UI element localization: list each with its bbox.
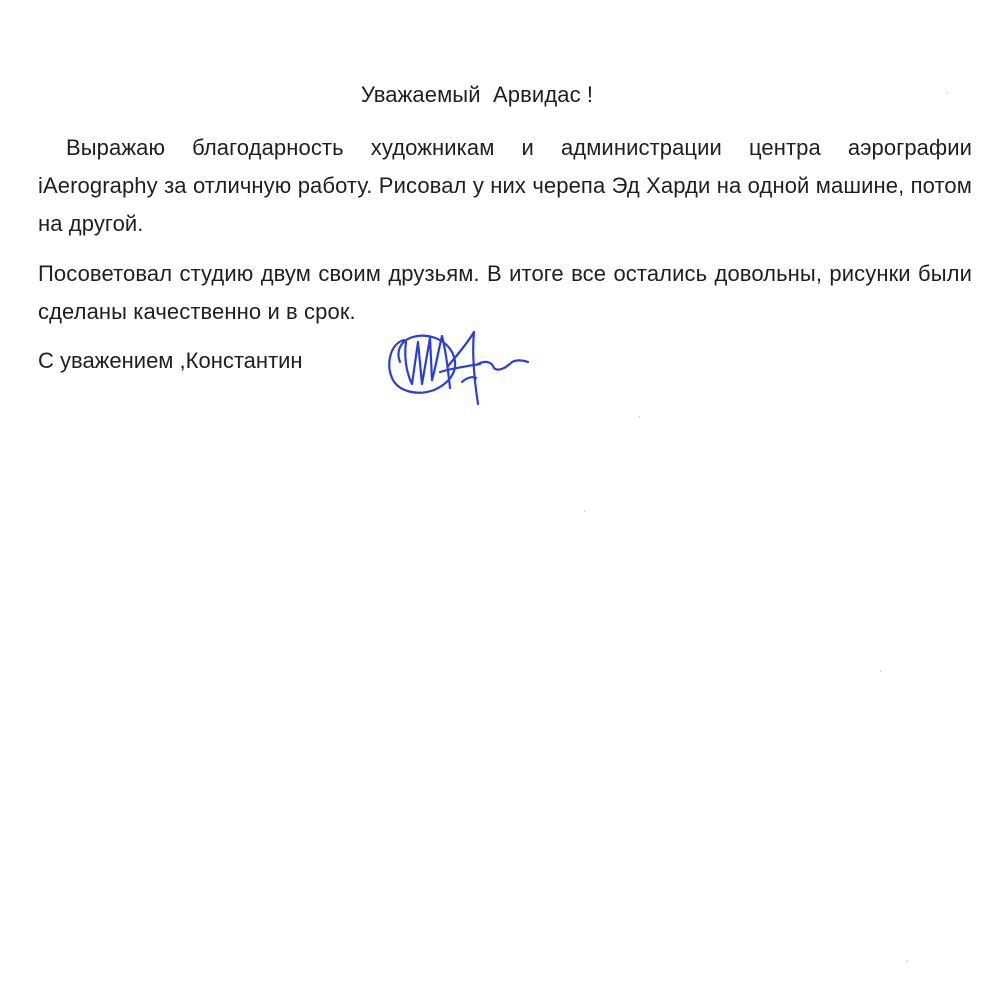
letter-greeting: Уважаемый Арвидас ! (360, 82, 594, 107)
paper-speck (880, 670, 882, 672)
letter-paragraph-1: Выражаю благодарность художникам и администрации центра аэрографии iAerography за отличную работу. Рисовал у них черепа Эд Харди на одной машине, потом на другой. (38, 135, 972, 236)
letter-paragraph-2: Посоветовал студию двум своим друзьям. В итоге все остались довольны, рисунки были сделаны качественно и в срок. (38, 261, 972, 324)
paper-speck (584, 510, 586, 512)
signature-drawing (382, 322, 532, 410)
handwritten-signature (382, 322, 532, 410)
letter-closing: С уважением ,Константин (38, 348, 303, 373)
paper-speck (638, 416, 640, 418)
paper-speck (946, 92, 948, 94)
paper-speck (906, 960, 908, 962)
